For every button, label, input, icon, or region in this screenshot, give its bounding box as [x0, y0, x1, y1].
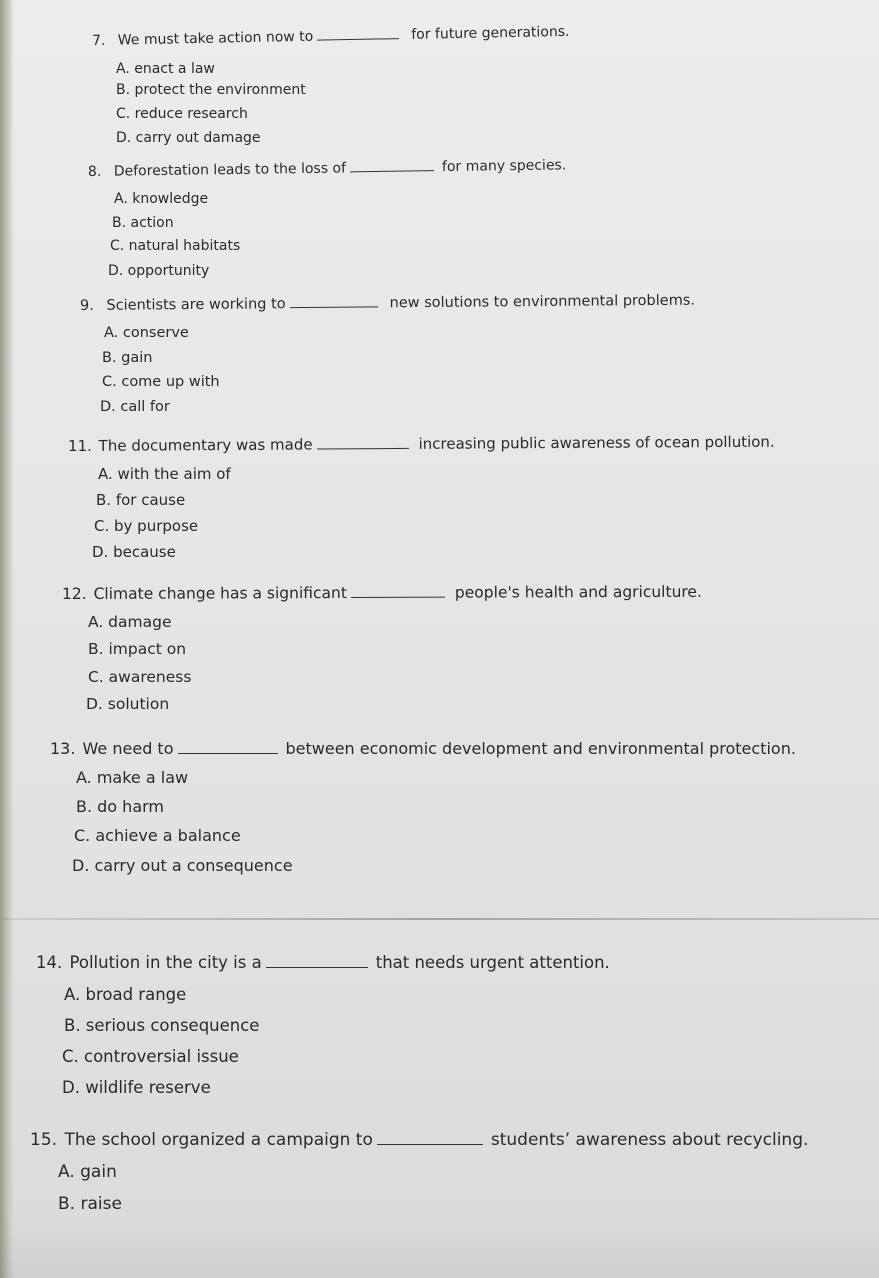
question-number: 13. [50, 739, 76, 758]
option-b[interactable]: B. for cause [96, 491, 186, 509]
option-a[interactable]: A. conserve [104, 325, 189, 341]
option-c[interactable]: C. reduce research [116, 106, 248, 122]
stem-before: Deforestation leads to the loss of [113, 160, 347, 180]
page-shadow [0, 1218, 879, 1278]
question-stem [30, 1130, 808, 1150]
option-a[interactable]: A. with the aim of [98, 465, 231, 483]
option-d[interactable]: D. opportunity [108, 263, 210, 279]
option-c[interactable]: C. achieve a balance [74, 826, 241, 845]
stem-after: between economic development and environmental protection. [285, 739, 796, 758]
stem-before: Climate change has a significant [93, 584, 347, 603]
option-b[interactable]: B. raise [58, 1194, 122, 1214]
stem-after: that needs urgent attention. [375, 953, 610, 972]
question-number: 11. [67, 436, 92, 455]
stem-before: Pollution in the city is a [69, 953, 262, 972]
option-d[interactable]: D. carry out a consequence [72, 856, 293, 875]
option-b[interactable]: B. gain [102, 350, 153, 366]
option-d[interactable]: D. call for [100, 399, 170, 415]
question-stem [50, 739, 796, 758]
stem-before: We need to [82, 739, 174, 758]
option-a[interactable]: A. damage [88, 613, 172, 631]
stem-before: We must take action now to [117, 28, 314, 49]
stem-after: increasing public awareness of ocean pollution. [418, 432, 775, 453]
option-c[interactable]: C. natural habitats [110, 238, 241, 254]
option-c[interactable]: C. come up with [102, 374, 220, 390]
stem-before: Scientists are working to [106, 296, 286, 314]
stem-after: new solutions to environmental problems. [389, 292, 696, 312]
answer-blank[interactable] [377, 1143, 483, 1145]
answer-blank[interactable] [350, 169, 434, 172]
answer-blank[interactable] [317, 447, 409, 450]
question-number: 15. [30, 1130, 58, 1150]
answer-blank[interactable] [266, 966, 368, 968]
answer-blank[interactable] [178, 752, 278, 754]
stem-after: for many species. [441, 157, 567, 176]
option-b[interactable]: B. serious consequence [64, 1016, 260, 1035]
option-a[interactable]: A. enact a law [116, 61, 215, 77]
question-stem [68, 433, 775, 455]
option-a[interactable]: A. knowledge [114, 191, 209, 207]
question-stem [92, 24, 570, 49]
option-b[interactable]: B. action [112, 215, 174, 231]
question-number: 7. [91, 32, 106, 49]
stem-before: The school organized a campaign to [64, 1130, 373, 1150]
option-a[interactable]: A. broad range [64, 985, 187, 1004]
option-b[interactable]: B. protect the environment [116, 82, 306, 98]
question-number: 14. [36, 953, 63, 972]
page-left-edge [0, 0, 14, 1278]
option-c[interactable]: C. by purpose [94, 517, 199, 535]
question-stem [62, 583, 702, 603]
option-d[interactable]: D. because [92, 543, 176, 561]
option-b[interactable]: B. impact on [88, 640, 187, 658]
answer-blank[interactable] [351, 596, 445, 598]
question-number: 9. [79, 297, 94, 314]
answer-blank[interactable] [317, 37, 399, 41]
option-d[interactable]: D. wildlife reserve [62, 1078, 211, 1097]
option-c[interactable]: C. awareness [88, 668, 192, 686]
answer-blank[interactable] [290, 305, 378, 308]
option-a[interactable]: A. make a law [76, 768, 189, 787]
stem-before: The documentary was made [98, 435, 313, 455]
question-stem [88, 157, 566, 180]
stem-after: people's health and agriculture. [454, 582, 702, 602]
option-a[interactable]: A. gain [58, 1162, 117, 1182]
paper-fold-line [0, 918, 879, 920]
option-c[interactable]: C. controversial issue [62, 1047, 239, 1066]
option-b[interactable]: B. do harm [76, 797, 165, 816]
stem-after: students’ awareness about recycling. [490, 1130, 809, 1150]
option-d[interactable]: D. solution [86, 695, 170, 713]
question-number: 8. [87, 163, 102, 180]
stem-after: for future generations. [411, 23, 570, 43]
question-stem [80, 293, 695, 314]
option-d[interactable]: D. carry out damage [116, 130, 261, 146]
question-stem [36, 953, 610, 972]
question-number: 12. [61, 584, 87, 603]
